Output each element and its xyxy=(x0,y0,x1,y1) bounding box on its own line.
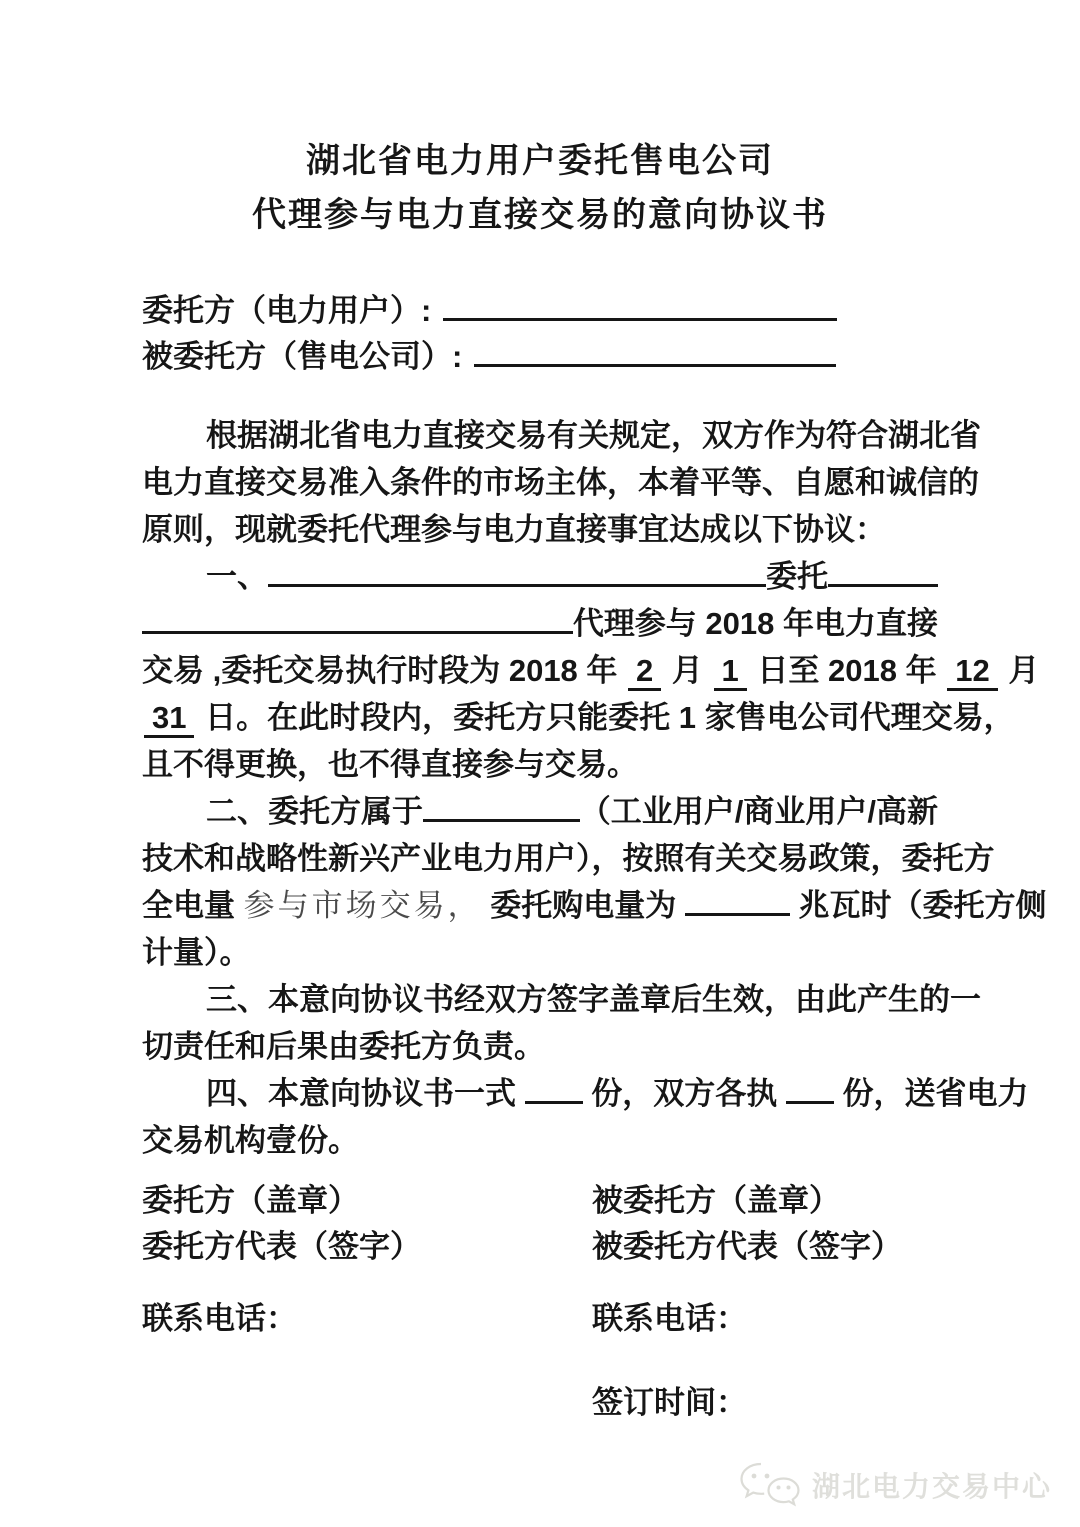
clause4-mid2: 份，送省电力 xyxy=(842,1076,1029,1111)
clause1-month-unit-1: 月 xyxy=(671,653,703,688)
blank-field-user-type xyxy=(423,791,580,822)
clause1-line4-text: 日。在此时段内，委托方只能委托 1 家售电公司代理交易， xyxy=(205,700,1015,735)
clause1-line2-text: 代理参与 2018 年电力直接 xyxy=(572,606,938,641)
blank-field-purchase-volume xyxy=(685,885,790,916)
blank-field-company-name-2 xyxy=(142,603,573,634)
clause2-line3-head: 全电量 xyxy=(142,888,235,923)
clause1-line3-mid: 日至 2018 年 xyxy=(757,653,937,688)
clause1-line3 xyxy=(142,647,1040,694)
footer-watermark xyxy=(738,1461,1052,1509)
party-b-seal-label: 被委托方（盖章） xyxy=(592,1183,840,1218)
filled-value-start-day: 1 xyxy=(714,655,747,691)
clause2-line1-tail: （工业用户/商业用户/高新 xyxy=(579,794,938,829)
blank-field-copies-total xyxy=(525,1073,583,1104)
party-a-row xyxy=(142,288,938,334)
blank-field-copies-each xyxy=(786,1073,834,1104)
clause2-line3-tail: 兆瓦时（委托方侧 xyxy=(798,888,1047,923)
document-title-line2: 代理参与电力直接交易的意向协议书 xyxy=(252,196,828,234)
clause2-head: 二、委托方属于 xyxy=(206,794,423,829)
party-a-label: 委托方（电力用户）: xyxy=(142,293,432,328)
signature-block xyxy=(142,1178,938,1426)
party-b-row xyxy=(142,334,938,380)
party-b-representative-label: 被委托方代表（签字） xyxy=(592,1229,902,1264)
document-title-line1: 湖北省电力用户委托售电公司 xyxy=(306,142,774,180)
party-b-label: 被委托方（售电公司）: xyxy=(142,339,463,374)
clause2-line2: 技术和战略性新兴产业电力用户），按照有关交易政策，委托方 xyxy=(142,841,995,876)
clause1-line4 xyxy=(142,694,1015,741)
party-b-blank-line xyxy=(474,336,836,367)
phone-row xyxy=(142,1296,938,1342)
seal-row xyxy=(142,1178,938,1224)
filled-value-start-month: 2 xyxy=(628,655,661,691)
sign-date-row xyxy=(142,1380,938,1426)
representative-row xyxy=(142,1224,938,1270)
party-a-phone-label: 联系电话： xyxy=(142,1301,297,1336)
clause2-line4: 计量）。 xyxy=(142,935,251,970)
wechat-icon xyxy=(738,1461,802,1509)
clause1-line2 xyxy=(142,600,938,647)
intro-line-3: 原则，现就委托代理参与电力直接事宜达成以下协议： xyxy=(142,512,886,547)
clause1-line5: 且不得更换，也不得直接参与交易。 xyxy=(142,747,638,782)
clause4-line1 xyxy=(142,1070,1029,1117)
clause2-line1 xyxy=(142,788,938,835)
clause1-entrust-word: 委托 xyxy=(766,559,828,594)
filled-value-end-day: 31 xyxy=(144,702,194,738)
clause4-mid1: 份，双方各执 xyxy=(591,1076,778,1111)
clause3-line1: 三、本意向协议书经双方签字盖章后生效，由此产生的一 xyxy=(206,982,981,1017)
party-b-phone-label: 联系电话： xyxy=(592,1301,747,1336)
clause4-line2: 交易机构壹份。 xyxy=(142,1123,359,1158)
party-a-representative-label: 委托方代表（签字） xyxy=(142,1229,421,1264)
clause3-line2: 切责任和后果由委托方负责。 xyxy=(142,1029,545,1064)
intro-line-2: 电力直接交易准入条件的市场主体，本着平等、自愿和诚信的 xyxy=(142,465,979,500)
filled-value-end-month: 12 xyxy=(947,655,997,691)
document-title xyxy=(142,134,938,242)
agreement-body xyxy=(142,412,1047,1164)
clause1-month-unit-2: 月 xyxy=(1008,653,1040,688)
footer-brand: 湖北电力交易中心 xyxy=(811,1471,1052,1502)
party-a-blank-line xyxy=(443,290,837,321)
intro-line-1: 根据湖北省电力直接交易有关规定，双方作为符合湖北省 xyxy=(206,418,981,453)
clause2-line3-light-text: 参与市场交易， xyxy=(243,888,482,923)
clause1-line3-head: 交易 ,委托交易执行时段为 2018 年 xyxy=(142,653,618,688)
blank-field-user-name xyxy=(268,556,766,587)
blank-field-company-name-1 xyxy=(828,556,938,587)
clause1-line1 xyxy=(142,553,938,600)
parties-block xyxy=(142,288,938,380)
clause4-head: 四、本意向协议书一式 xyxy=(206,1076,516,1111)
sign-date-label: 签订时间： xyxy=(592,1385,747,1420)
clause2-line3 xyxy=(142,882,1047,929)
clause1-number: 一、 xyxy=(206,559,268,594)
party-a-seal-label: 委托方（盖章） xyxy=(142,1183,359,1218)
sign-date-spacer xyxy=(142,1380,592,1426)
clause2-line3-mid: 委托购电量为 xyxy=(490,888,677,923)
